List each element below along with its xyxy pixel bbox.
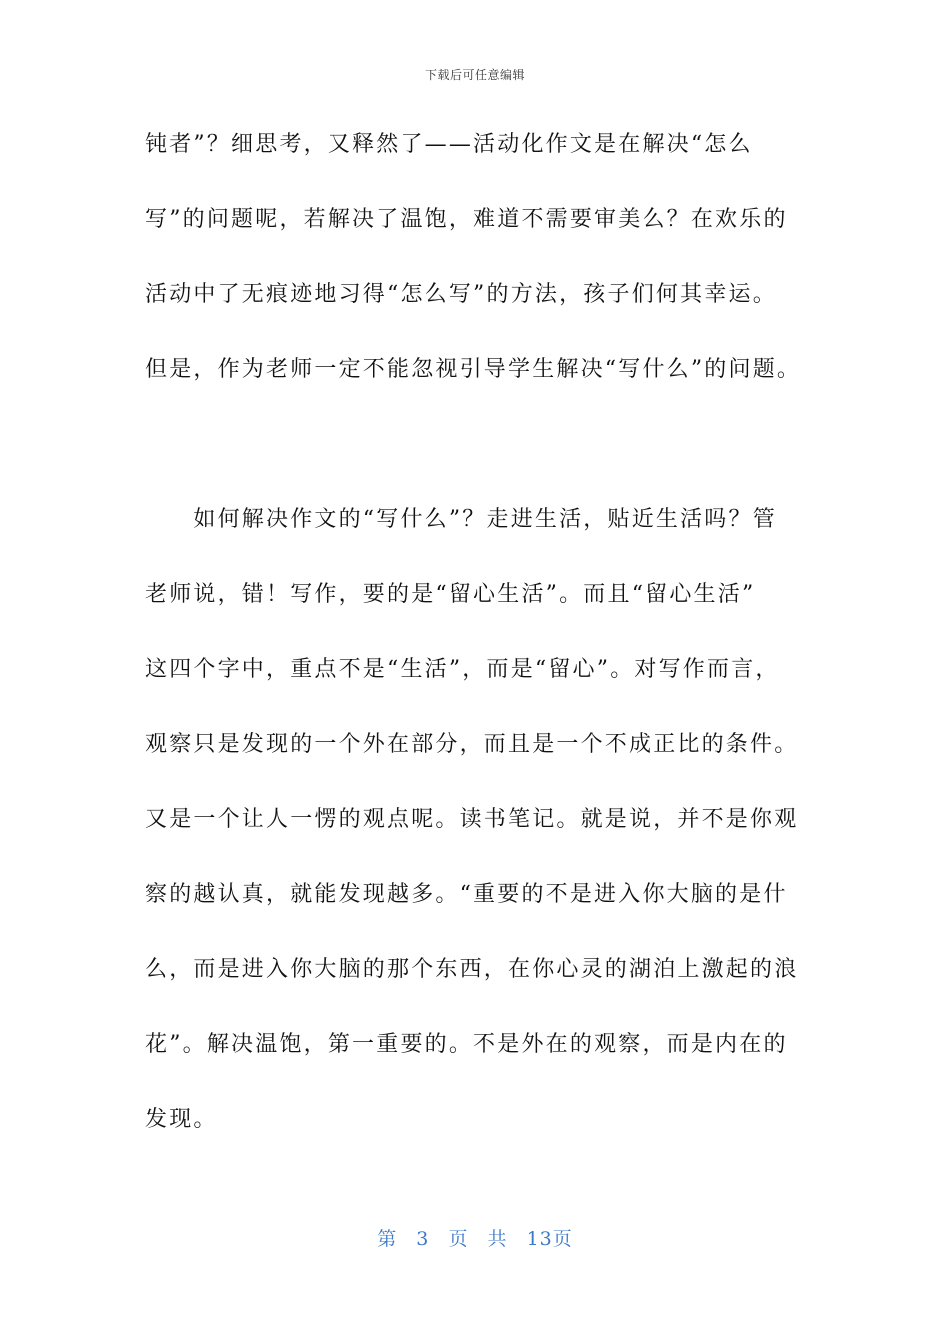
paragraph-line: 发现。	[145, 1107, 218, 1132]
paragraph-line: 如何解决作文的“写什么”？走进生活，贴近生活吗？管	[145, 507, 777, 532]
paragraph-line: 但是，作为老师一定不能忽视引导学生解决“写什么”的问题。	[145, 357, 802, 382]
header-note: 下载后可任意编辑	[424, 68, 525, 82]
paragraph-line: 观察只是发现的一个外在部分，而且是一个不成正比的条件。	[145, 732, 799, 757]
total-pages: 13页	[526, 1228, 573, 1250]
paragraph-line: 么，而是进入你大脑的那个东西，在你心灵的湖泊上激起的浪	[145, 957, 799, 982]
paragraph-line: 钝者”？细思考，又释然了——活动化作文是在解决“怎么	[145, 132, 753, 157]
paragraph-line: 察的越认真，就能发现越多。“重要的不是进入你大脑的是什	[145, 882, 788, 907]
paragraph-line: 活动中了无痕迹地习得“怎么写”的方法，孩子们何其幸运。	[145, 282, 777, 307]
page-footer	[0, 1224, 950, 1251]
paragraph-line: 花”。解决温饱，第一重要的。不是外在的观察，而是内在的	[145, 1032, 788, 1057]
paragraph-line: 这四个字中，重点不是“生活”，而是“留心”。对写作而言，	[145, 657, 780, 682]
paragraph-line: 老师说，错！写作，要的是“留心生活”。而且“留心生活”	[145, 582, 756, 607]
page-label-mid: 页	[448, 1228, 469, 1250]
paragraph-line: 又是一个让人一愣的观点呢。读书笔记。就是说，并不是你观	[145, 807, 799, 832]
page-label-prefix: 第	[377, 1228, 398, 1250]
total-label: 共	[487, 1228, 508, 1250]
page-number: 3	[416, 1228, 430, 1250]
paragraph-line: 写”的问题呢，若解决了温饱，难道不需要审美么？在欢乐的	[145, 207, 788, 232]
